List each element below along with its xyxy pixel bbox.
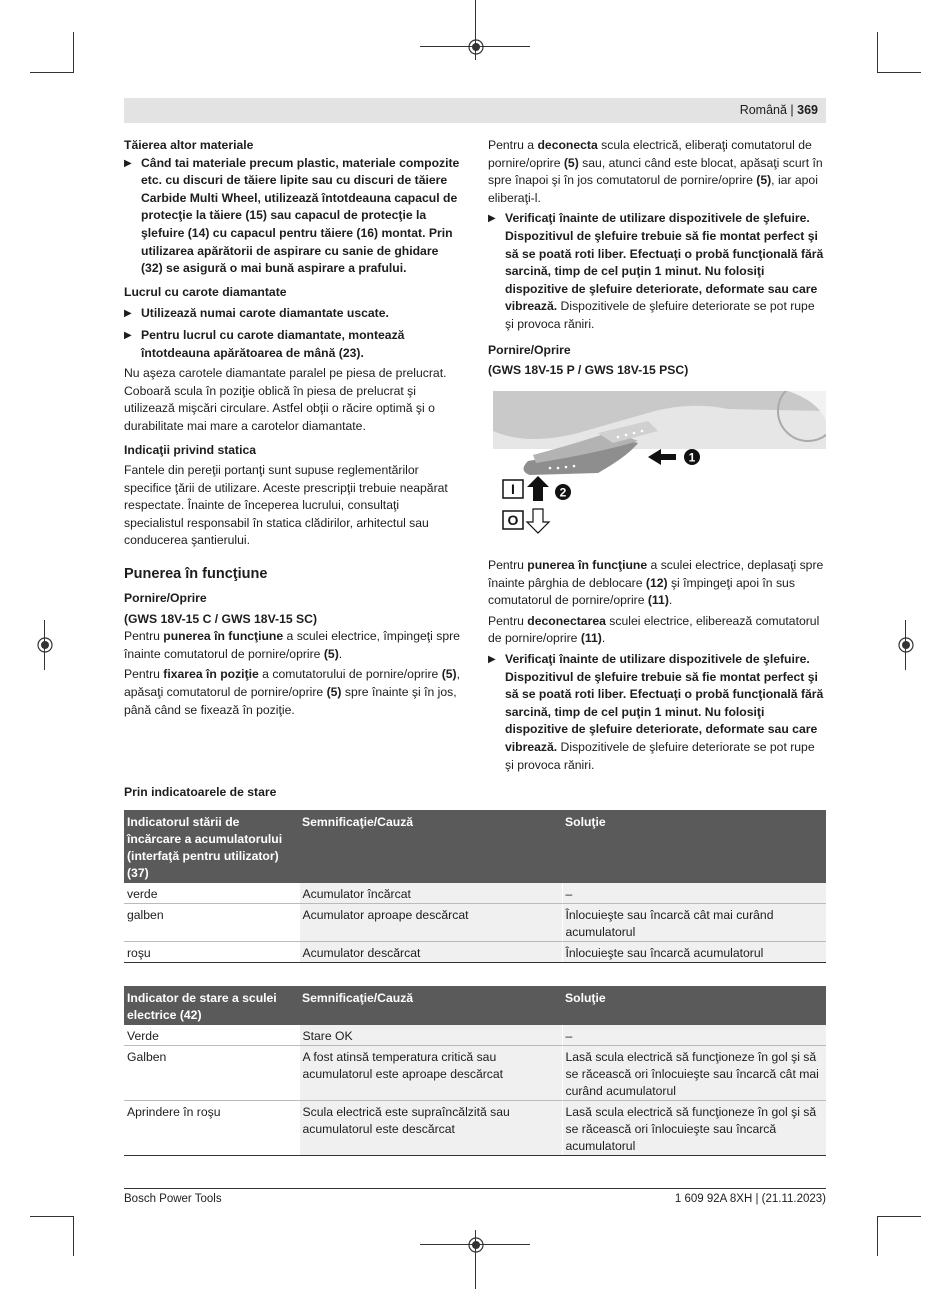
triangle-bullet-icon: ▶: [124, 329, 132, 341]
paragraph: Pentru fixarea în poziţie a comutatorului de pornire/oprire (5), apăsaţi comutatorul de pornire/oprire (5) spre înainte şi în jos, până când se fixează în poziţie.: [124, 667, 461, 717]
warning-bullet: ▶ Pentru lucrul cu carote diamantate, montează întotdeauna apărătoarea de mână (23).: [124, 327, 405, 360]
warning-bullet: ▶ Verificaţi înainte de utilizare dispozitivele de şlefuire. Dispozitivul de şlefuire trebuie să fie montat perfect şi să se poată roti liber. Efectuaţi o probă funcţională fără sarcină, timp de cel puţin 1 minut. Nu folosiţi dispozitive de şlefuire deteriorate, deformate sau care vibrează. Dispozitivele de şlefuire deteriorate se pot rupe şi provoca răniri.: [488, 211, 824, 331]
paragraph: Nu aşeza carotele diamantate paralel pe piesa de prelucrat. Coboară scula în poziţie oblică în piesa de prelucrat şi utilizează mişcări circulare. Astfel obţii o răcire optimă şi o durabilitate mai mare a carotelor diamantate.: [124, 366, 447, 433]
crop-mark: [30, 72, 74, 73]
crop-mark: [877, 1216, 878, 1256]
arrow-up-icon: [527, 476, 549, 501]
tables-heading: Prin indicatoarele de stare: [124, 785, 277, 799]
triangle-bullet-icon: ▶: [124, 157, 132, 169]
paragraph: Pentru punerea în funcţiune a sculei electrice, împingeţi spre înainte comutatorul de pornire/oprire (5).: [124, 629, 460, 661]
registration-mark-icon: [466, 1235, 486, 1255]
footer-brand: Bosch Power Tools: [124, 1193, 222, 1205]
footer-docid: 1 609 92A 8XH | (21.11.2023): [674, 1193, 826, 1205]
table-header: Indicatorul stării de încărcare a acumulatorului (interfaţă pentru utilizator) (37): [124, 810, 299, 883]
triangle-bullet-icon: ▶: [488, 213, 496, 225]
footer-rule: [124, 1188, 826, 1189]
battery-status-table: [124, 810, 826, 963]
crop-mark: [877, 72, 921, 73]
arrow-left-icon: [648, 449, 676, 465]
right-column-lower: [488, 557, 826, 774]
callout-1-label: 1: [688, 450, 696, 465]
page-header: Română | 369: [124, 98, 826, 123]
off-symbol: O: [507, 512, 519, 528]
heading-models: (GWS 18V-15 P / GWS 18V-15 PSC): [488, 363, 689, 378]
on-symbol: I: [511, 481, 515, 497]
warning-bullet: ▶ Verificaţi înainte de utilizare dispozitivele de şlefuire. Dispozitivul de şlefuire trebuie să fie montat perfect şi să se poată roti liber. Efectuaţi o probă funcţională fără sarcină, timp de cel puţin 1 minut. Nu folosiţi dispozitive de şlefuire deteriorate, deformate sau care vibrează. Dispozitivele de şlefuire deteriorate se pot rupe şi provoca răniri.: [488, 651, 824, 772]
paragraph: Fantele din pereţii portanţi sunt supuse reglementărilor specifice ţării de utilizare. Aceste prescripţii trebuie neapărat respectate. Înainte de începerea lucrului, consultaţi specialistul responsabil în statica clădirilor, arhitectul sau conducerea şantierului.: [124, 463, 448, 548]
crop-mark: [877, 1216, 921, 1217]
triangle-bullet-icon: ▶: [124, 308, 132, 320]
paragraph: Pentru a deconecta scula electrică, eliberaţi comutatorul de pornire/oprire (5) sau, atunci când este blocat, apăsaţi scurt în spre înapoi şi în jos comutatorul de pornire/oprire (5), iar apoi eliberaţi-l.: [488, 138, 823, 205]
table-row: Verde Stare OK –: [124, 1025, 826, 1046]
heading-on-off: Pornire/Oprire: [488, 342, 571, 357]
heading-on-off: Pornire/Oprire: [124, 591, 207, 606]
warning-bullet: ▶ Când tai materiale precum plastic, materiale compozite etc. cu discuri de tăiere lipite sau cu discuri de tăiere Carbide Multi Wheel, utilizează întotdeauna capacul de protecţie la tăiere (15) sau capacul de protecţie la şlefuire (14) cu capacul pentru tăiere (16) montat. Prin utilizarea apărătorii de aspirare cu sanie de ghidare (32) se asigură o mai bună aspirare a prafului.: [124, 155, 460, 276]
heading-statics: Indicaţii privind statica: [124, 442, 257, 457]
table-header: Indicator de stare a sculei electrice (42): [124, 986, 299, 1025]
tool-status-table: [124, 986, 826, 1156]
crop-mark: [73, 1216, 74, 1256]
switch-illustration: [488, 391, 826, 541]
table-header: Semnificaţie/Cauză: [299, 986, 562, 1025]
triangle-bullet-icon: ▶: [488, 653, 496, 665]
table-row: galben Acumulator aproape descărcat Înlocuieşte sau încarcă cât mai curând acumulatorul: [124, 904, 826, 942]
table-header: Soluţie: [562, 810, 826, 883]
registration-mark-icon: [35, 635, 55, 655]
table-row: Galben A fost atinsă temperatura critică sau acumulatorul este aproape descărcat Lasă scula electrică să funcţioneze în gol şi să se răcească ori înlocuieşte sau încarcă cât mai curând acumulatorul: [124, 1046, 826, 1101]
paragraph: Pentru punerea în funcţiune a sculei electrice, deplasaţi spre înainte pârghia de deblocare (12) şi împingeţi apoi în sus comutatorul de pornire/oprire (11).: [488, 558, 824, 608]
table-row: Aprindere în roşu Scula electrică este supraîncălzită sau acumulatorul este descărcat Lasă scula electrică să funcţioneze în gol şi să se răcească ori înlocuieşte sau încarcă acumulatorul: [124, 1101, 826, 1156]
section-title: Punerea în funcţiune: [124, 566, 268, 583]
left-column: [124, 137, 462, 719]
table-row: roşu Acumulator descărcat Înlocuieşte sau încarcă acumulatorul: [124, 942, 826, 963]
table-header: Semnificaţie/Cauză: [299, 810, 562, 883]
paragraph: Pentru deconectarea sculei electrice, eliberează comutatorul de pornire/oprire (11).: [488, 613, 820, 646]
arrow-down-icon: [527, 509, 549, 533]
registration-mark-icon: [466, 37, 486, 57]
crop-mark: [30, 1216, 74, 1217]
crop-mark: [73, 32, 74, 72]
header-language: Română: [739, 103, 787, 117]
registration-mark-icon: [896, 635, 916, 655]
callout-2-label: 2: [559, 485, 567, 500]
table-header: Soluţie: [562, 986, 826, 1025]
heading-other-materials: Tăierea altor materiale: [124, 138, 254, 152]
page-number: 369: [797, 103, 818, 117]
table-row: verde Acumulator încărcat –: [124, 883, 826, 904]
right-column: [488, 137, 826, 380]
crop-mark: [877, 32, 878, 72]
heading-diamond-cores: Lucrul cu carote diamantate: [124, 284, 287, 299]
warning-bullet: ▶ Utilizează numai carote diamantate uscate.: [124, 305, 462, 323]
heading-models: (GWS 18V-15 C / GWS 18V-15 SC): [124, 611, 318, 626]
